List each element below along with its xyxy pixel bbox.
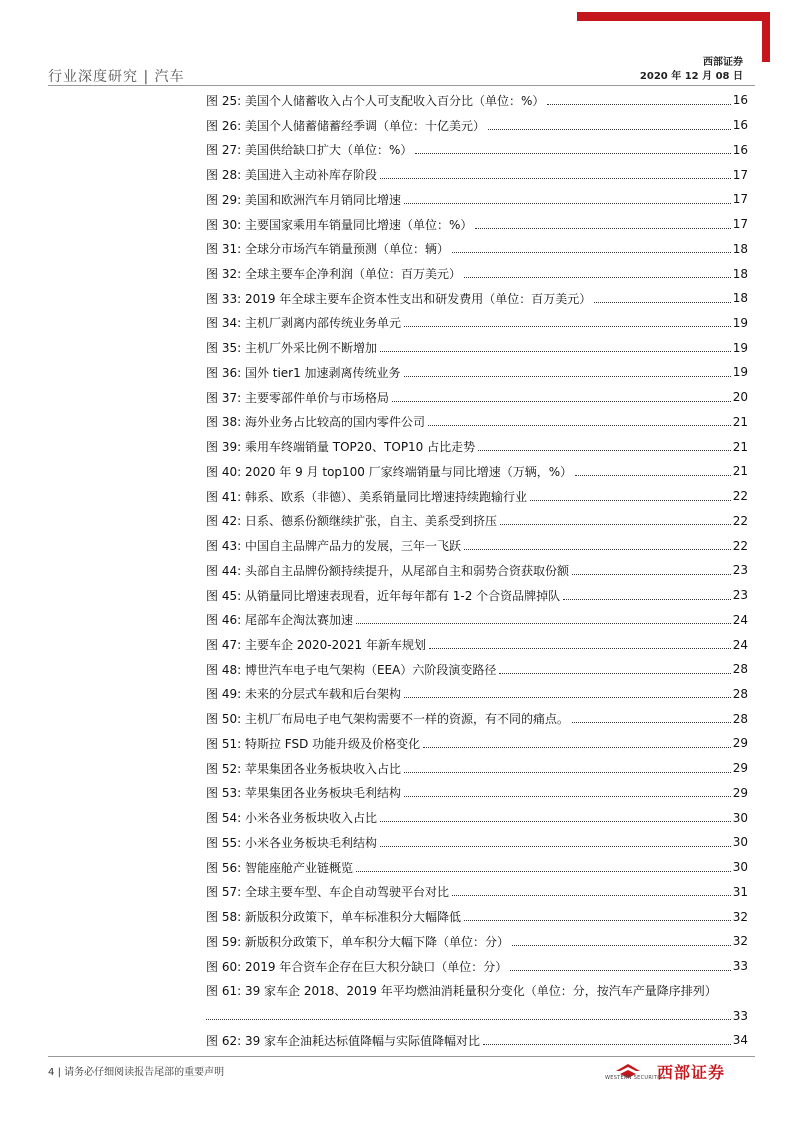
toc-item[interactable] [206, 113, 748, 138]
toc-dot-leader [415, 153, 730, 154]
toc-item-label: 图 48: 博世汽车电子电气架构（EEA）六阶段演变路径 [206, 662, 497, 677]
header-divider [48, 85, 755, 86]
toc-item[interactable] [206, 731, 748, 756]
toc-item[interactable] [206, 434, 748, 459]
toc-item[interactable] [206, 335, 748, 360]
toc-item-page: 34 [732, 1033, 748, 1048]
toc-item-label: 图 56: 智能座舱产业链概览 [206, 860, 353, 875]
toc-item-page: 20 [732, 390, 748, 405]
toc-item-label: 图 35: 主机厂外采比例不断增加 [206, 341, 377, 356]
footer-page-number: 4 [48, 1067, 55, 1078]
toc-item-page: 30 [732, 835, 748, 850]
toc-dot-leader [380, 821, 731, 822]
toc-item[interactable] [206, 583, 748, 608]
toc-item-page: 19 [732, 340, 748, 355]
toc-item[interactable] [206, 781, 748, 806]
toc-item[interactable] [206, 682, 748, 707]
toc-item-label: 图 33: 2019 年全球主要车企资本性支出和研发费用（单位：百万美元） [206, 291, 592, 306]
toc-item[interactable] [206, 1028, 748, 1053]
toc-item-page: 24 [732, 612, 748, 627]
toc-dot-leader [572, 574, 731, 575]
toc-dot-leader [510, 970, 730, 971]
toc-item[interactable] [206, 805, 748, 830]
toc-dot-leader [380, 351, 731, 352]
toc-dot-leader [356, 871, 731, 872]
toc-item-page: 28 [732, 686, 748, 701]
toc-dot-leader [563, 599, 731, 600]
toc-dot-leader [404, 697, 731, 698]
toc-item[interactable] [206, 484, 748, 509]
toc-item[interactable] [206, 929, 748, 954]
toc-item-page: 22 [732, 513, 748, 528]
toc-item[interactable] [206, 261, 748, 286]
toc-item-label: 图 32: 全球主要车企净利润（单位：百万美元） [206, 267, 461, 281]
toc-dot-leader [380, 178, 731, 179]
toc-dot-leader [429, 648, 731, 649]
toc-item[interactable] [206, 410, 748, 435]
toc-item-label: 图 45: 从销量同比增速表现看，近年每年都有 1-2 个合资品牌掉队 [206, 588, 561, 603]
toc-dot-leader [423, 747, 731, 748]
toc-item[interactable] [206, 236, 748, 261]
toc-item-page: 29 [732, 761, 748, 776]
toc-item-label: 图 52: 苹果集团各业务板块收入占比 [206, 761, 401, 776]
toc-item-page: 23 [732, 588, 748, 603]
toc-dot-leader [512, 945, 731, 946]
toc-item-page: 30 [732, 860, 748, 875]
toc-item-page: 32 [732, 934, 748, 949]
toc-item-page: 32 [732, 909, 748, 924]
toc-item[interactable] [206, 137, 748, 162]
toc-item-label: 图 54: 小米各业务板块收入占比 [206, 811, 377, 826]
toc-item-page: 17 [732, 217, 748, 232]
toc-item-label: 图 47: 主要车企 2020-2021 年新车规划 [206, 638, 426, 653]
toc-item[interactable] [206, 954, 748, 979]
header-red-bar [577, 12, 770, 21]
toc-dot-leader [464, 277, 731, 278]
toc-item-page: 29 [732, 785, 748, 800]
toc-item[interactable] [206, 830, 748, 855]
toc-item-page: 16 [732, 93, 748, 108]
toc-item[interactable] [206, 459, 748, 484]
toc-item-label: 图 26: 美国个人储蓄储蓄经季调（单位：十亿美元） [206, 118, 485, 133]
toc-item-label: 图 57: 全球主要车型、车企自动驾驶平台对比 [206, 885, 449, 900]
toc-item-page: 21 [732, 464, 748, 479]
toc-dot-leader [404, 203, 731, 204]
toc-item[interactable] [206, 162, 748, 187]
toc-item-label: 图 36: 国外 tier1 加速剥离传统业务 [206, 365, 401, 380]
toc-item-label: 图 59: 新版积分政策下，单车积分大幅下降（单位：分） [206, 934, 509, 949]
header-date: 2020 年 12 月 08 日 [639, 71, 743, 82]
toc-item[interactable] [206, 558, 748, 583]
toc-item-page: 33 [732, 1008, 748, 1023]
toc-item-label: 图 27: 美国供给缺口扩大（单位：%） [206, 143, 413, 158]
toc-item-page: 31 [732, 884, 748, 899]
toc-item-label: 图 41: 韩系、欧系（非德）、美系销量同比增速持续跑输行业 [206, 489, 527, 504]
toc-item[interactable] [206, 978, 748, 1003]
toc-dot-leader [206, 1019, 731, 1020]
toc-dot-leader [452, 252, 731, 253]
toc-item[interactable] [206, 533, 748, 558]
toc-item-label: 图 53: 苹果集团各业务板块毛利结构 [206, 786, 401, 801]
toc-item[interactable] [206, 311, 748, 336]
toc-item-label: 图 50: 主机厂布局电子电气架构需要不一样的资源，有不同的痛点。 [206, 712, 569, 727]
toc-item[interactable] [206, 880, 748, 905]
toc-item-label: 图 62: 39 家车企油耗达标值降幅与实际值降幅对比 [206, 1033, 481, 1048]
toc-dot-leader [404, 376, 731, 377]
toc-item-label: 图 46: 尾部车企淘汰赛加速 [206, 613, 353, 628]
footer-notice-wrap [48, 1063, 224, 1078]
toc-item-label: 图 28: 美国进入主动补库存阶段 [206, 168, 377, 183]
toc-item[interactable] [206, 657, 748, 682]
toc-item-page: 18 [732, 291, 748, 306]
toc-item-page: 18 [732, 266, 748, 281]
toc-item-page: 28 [732, 662, 748, 677]
toc-item-label: 图 55: 小米各业务板块毛利结构 [206, 835, 377, 850]
toc-dot-leader [452, 895, 731, 896]
toc-item[interactable] [206, 706, 748, 731]
toc-item[interactable] [206, 632, 748, 657]
toc-item-page: 21 [732, 439, 748, 454]
toc-item-label: 图 25: 美国个人储蓄收入占个人可支配收入百分比（单位：%） [206, 93, 545, 108]
toc-item-label: 图 43: 中国自主品牌产品力的发展，三年一飞跃 [206, 539, 461, 554]
toc-item-label: 图 61: 39 家车企 2018、2019 年平均燃油消耗量积分变化（单位：分，按汽车产量降序排列） [206, 984, 717, 999]
toc-item-page: 16 [732, 118, 748, 133]
toc-item-page: 19 [732, 365, 748, 380]
toc-dot-leader [530, 500, 731, 501]
toc-dot-leader [572, 722, 731, 723]
toc-item-page: 23 [732, 563, 748, 578]
toc-item-label: 图 39: 乘用车终端销量 TOP20、TOP10 占比走势 [206, 440, 476, 455]
toc-item-page: 16 [732, 142, 748, 157]
toc-item-page: 17 [732, 167, 748, 182]
toc-dot-leader [594, 302, 730, 303]
toc-item[interactable] [206, 607, 748, 632]
toc-item[interactable] [206, 904, 748, 929]
footer-notice: 请务必仔细阅读报告尾部的重要声明 [64, 1067, 225, 1078]
toc-item[interactable] [206, 756, 748, 781]
header-brand: 西部证券 [703, 57, 743, 68]
toc-item-label: 图 37: 主要零部件单价与市场格局 [206, 390, 389, 405]
toc-dot-leader [404, 796, 731, 797]
toc-item-page: 28 [732, 711, 748, 726]
toc-item-page: 21 [732, 414, 748, 429]
toc-dot-leader [475, 228, 730, 229]
toc-item-label: 图 29: 美国和欧洲汽车月销同比增速 [206, 192, 401, 207]
toc-dot-leader [392, 401, 731, 402]
toc-dot-leader [499, 673, 730, 674]
toc-dot-leader [500, 524, 731, 525]
toc-item-page: 33 [732, 959, 748, 974]
header-red-side [762, 12, 770, 62]
toc-item-label: 图 44: 头部自主品牌份额持续提升，从尾部自主和弱势合资获取份额 [206, 563, 569, 578]
toc-item[interactable] [206, 855, 748, 880]
toc-dot-leader [404, 326, 731, 327]
toc-dot-leader [575, 475, 731, 476]
toc-dot-leader [483, 1044, 731, 1045]
toc-item-label: 图 58: 新版积分政策下，单车标准积分大幅降低 [206, 910, 461, 925]
toc-item[interactable] [206, 187, 748, 212]
toc-dot-leader [464, 920, 731, 921]
toc-item-label: 图 38: 海外业务占比较高的国内零件公司 [206, 415, 425, 430]
toc-item[interactable] [206, 360, 748, 385]
footer-divider [48, 1056, 755, 1057]
toc-dot-leader [478, 450, 731, 451]
toc-item-page: 22 [732, 538, 748, 553]
toc-item[interactable] [206, 385, 748, 410]
toc-item-label: 图 49: 未来的分层式车载和后台架构 [206, 687, 401, 702]
toc-item-page: 30 [732, 810, 748, 825]
header-section: 行业深度研究 | 汽车 [48, 69, 185, 85]
toc-item-page: 17 [732, 192, 748, 207]
toc-dot-leader [380, 846, 731, 847]
toc-item-label: 图 31: 全球分市场汽车销量预测（单位：辆） [206, 242, 449, 257]
toc-item-label: 图 60: 2019 年合资车企存在巨大积分缺口（单位：分） [206, 959, 508, 974]
toc-dot-leader [547, 104, 730, 105]
toc-dot-leader [428, 425, 731, 426]
toc-item-page: 22 [732, 489, 748, 504]
toc-item-page: 18 [732, 241, 748, 256]
figure-index [206, 88, 748, 1053]
toc-dot-leader [356, 623, 731, 624]
footer-logo-cn: 西部证券 [657, 1063, 726, 1082]
toc-item-page: 24 [732, 637, 748, 652]
footer-logo-en: WESTERN SECURITIES [605, 1075, 666, 1081]
toc-item[interactable] [206, 212, 748, 237]
toc-item-page: 19 [732, 315, 748, 330]
toc-item[interactable] [206, 1003, 748, 1028]
toc-item-label: 图 51: 特斯拉 FSD 功能升级及价格变化 [206, 736, 421, 751]
toc-item-label: 图 42: 日系、德系份额继续扩张，自主、美系受到挤压 [206, 514, 497, 529]
toc-dot-leader [404, 772, 731, 773]
toc-item[interactable] [206, 88, 748, 113]
toc-item-label: 图 40: 2020 年 9 月 top100 厂家终端销量与同比增速（万辆，%） [206, 464, 573, 479]
toc-item-label: 图 30: 主要国家乘用车销量同比增速（单位：%） [206, 217, 473, 232]
toc-item-page: 29 [732, 736, 748, 751]
toc-item-label: 图 34: 主机厂剥离内部传统业务单元 [206, 316, 401, 331]
toc-item[interactable] [206, 508, 748, 533]
footer-separator: | [57, 1067, 65, 1078]
toc-item[interactable] [206, 286, 748, 311]
toc-dot-leader [488, 129, 731, 130]
toc-dot-leader [464, 549, 731, 550]
